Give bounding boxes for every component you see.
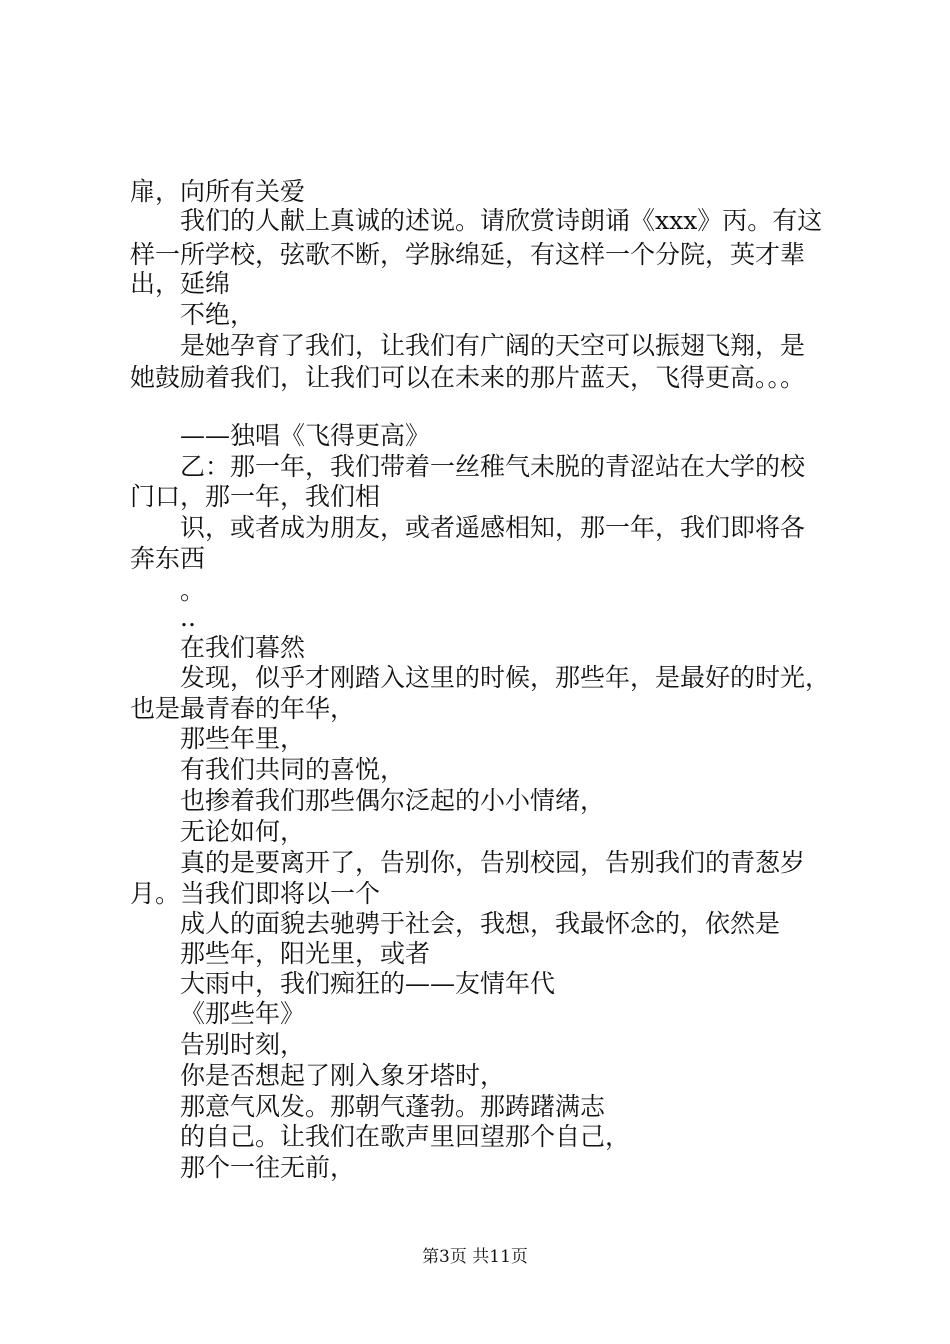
page-footer: 第3页 共11页 xyxy=(422,1247,528,1267)
text-line: 。 xyxy=(180,576,206,605)
text-line: 发现，似乎才刚踏入这里的时候，那些年，是最好的时光， xyxy=(180,663,831,692)
text-line: 出，延绵 xyxy=(130,269,231,298)
text-line: 奔东西 xyxy=(130,544,206,573)
text-line: 那意气风发。那朝气蓬勃。那踌躇满志 xyxy=(180,1092,606,1121)
text-line: 识，或者成为朋友，或者遥感相知，那一年，我们即将各 xyxy=(180,513,806,542)
text-line: 成人的面貌去驰骋于社会，我想，我最怀念的，依然是 xyxy=(180,909,781,938)
text-line: 那个一往无前， xyxy=(180,1153,356,1182)
text-line: 也是最青春的年华， xyxy=(130,694,356,723)
text-line: 是她孕育了我们，让我们有广阔的天空可以振翅飞翔，是 xyxy=(180,331,806,360)
text-line: 真的是要离开了，告别你，告别校园，告别我们的青葱岁 xyxy=(180,848,806,877)
text-line: 样一所学校，弦歌不断，学脉绵延，有这样一个分院，英才辈 xyxy=(130,240,806,269)
text-line: 那些年，阳光里，或者 xyxy=(180,939,431,968)
text-line: 《那些年》 xyxy=(180,999,306,1028)
text-line: 门口，那一年，我们相 xyxy=(130,482,381,511)
text-line: 扉，向所有关爱 xyxy=(130,177,306,206)
text-line: 无论如何， xyxy=(180,817,306,846)
text-line: 有我们共同的喜悦， xyxy=(180,755,406,784)
text-line: .. xyxy=(180,603,196,632)
text-line: 她鼓励着我们，让我们可以在未来的那片蓝天，飞得更高。。。 xyxy=(130,363,806,392)
text-line: 乙：那一年，我们带着一丝稚气未脱的青涩站在大学的校 xyxy=(180,452,806,481)
text-line: 不绝， xyxy=(180,300,256,329)
text-line: 月。当我们即将以一个 xyxy=(130,879,381,908)
text-line: 的自己。让我们在歌声里回望那个自己， xyxy=(180,1122,631,1151)
text-line: 那些年里， xyxy=(180,724,306,753)
text-line: 也掺着我们那些偶尔泛起的小小情绪， xyxy=(180,786,606,815)
text-line: ——独唱《飞得更高》 xyxy=(180,421,431,450)
text-line: 我们的人献上真诚的述说。请欣赏诗朗诵《xxx》丙。有这 xyxy=(180,206,823,235)
text-line: 大雨中，我们痴狂的——友情年代 xyxy=(180,969,556,998)
text-line: 在我们暮然 xyxy=(180,633,306,662)
text-line: 你是否想起了刚入象牙塔时， xyxy=(180,1061,506,1090)
text-line: 告别时刻， xyxy=(180,1030,306,1059)
